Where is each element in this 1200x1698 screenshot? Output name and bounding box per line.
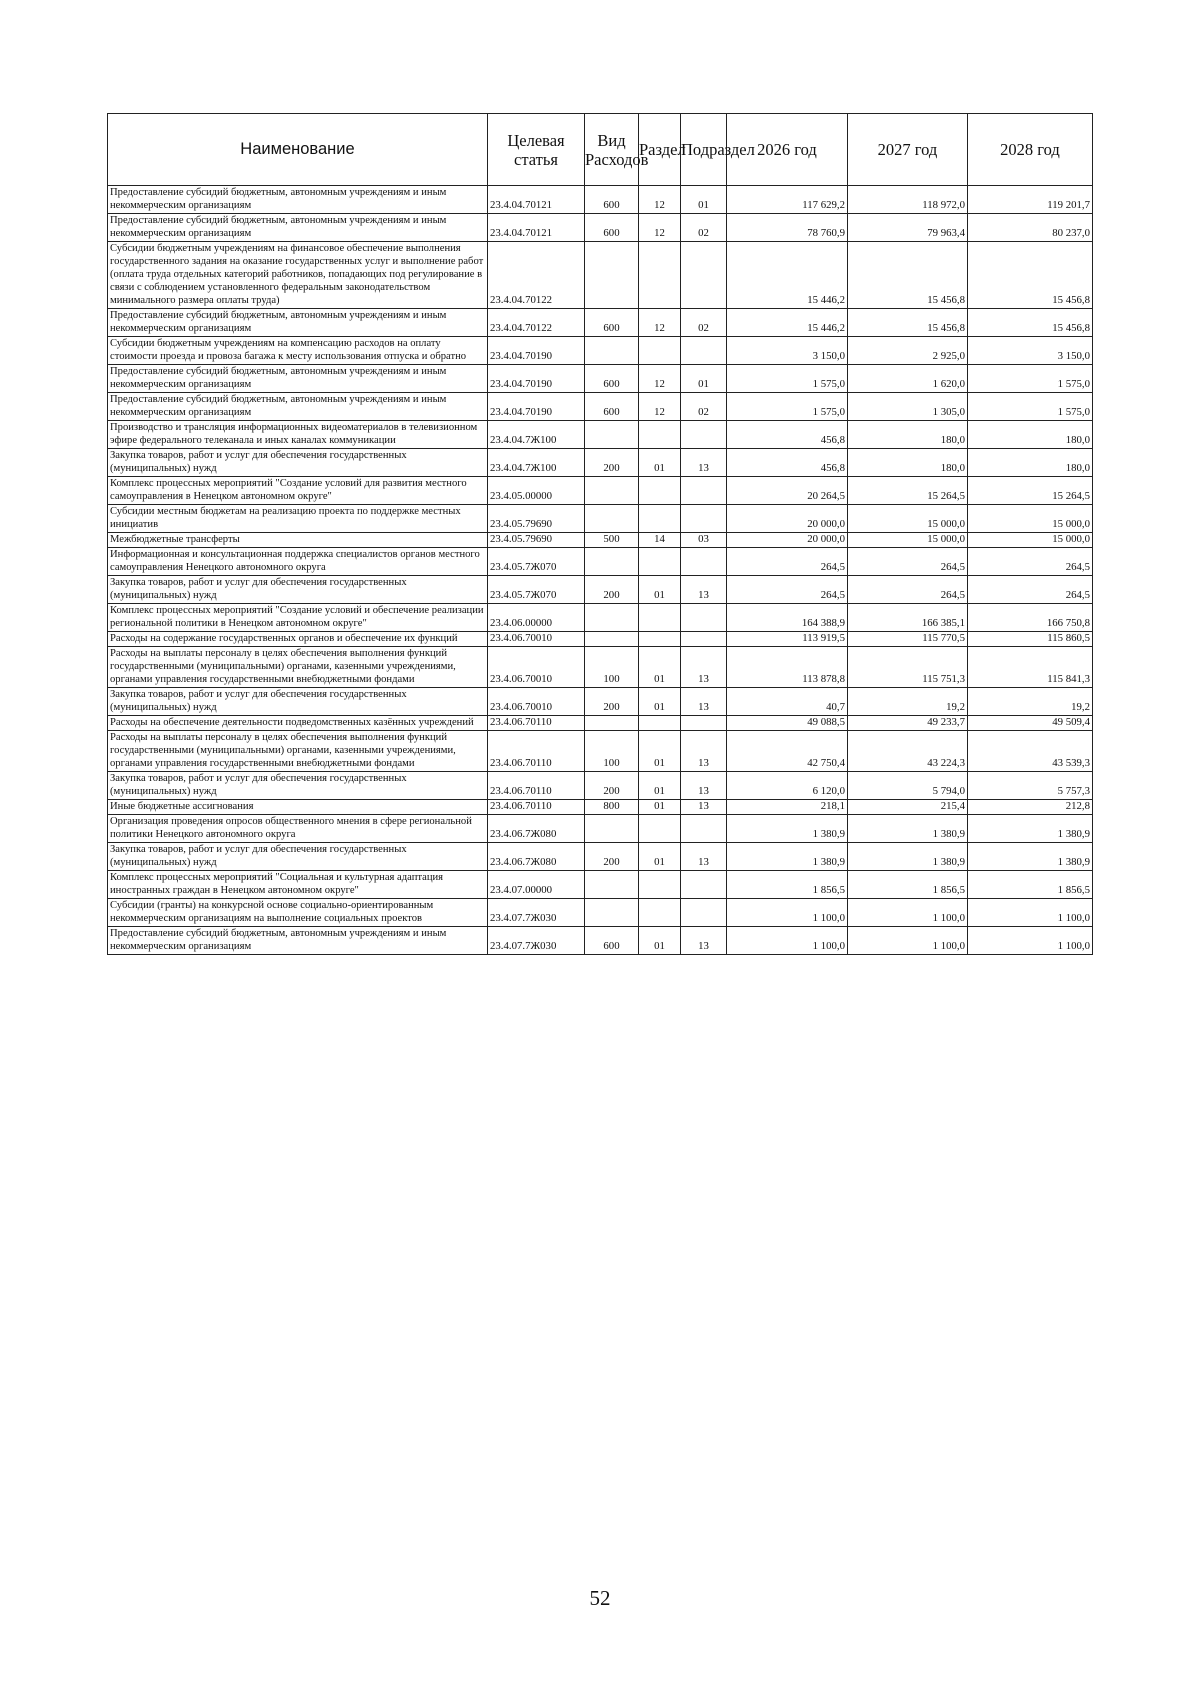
- cell-2027: 49 233,7: [848, 716, 968, 731]
- cell-name: Предоставление субсидий бюджетным, автономным учреждениям и иным некоммерческим организациям: [108, 214, 488, 242]
- cell-target-code: 23.4.04.70122: [488, 309, 585, 337]
- cell-section: [639, 421, 681, 449]
- cell-subsection: 13: [681, 731, 727, 772]
- cell-2026: 15 446,2: [727, 309, 848, 337]
- cell-name: Расходы на выплаты персоналу в целях обеспечения выполнения функций государственными (муниципальными) органами, казенными учреждениями, органами управления государственными внебюджетными фондами: [108, 731, 488, 772]
- cell-2026: 264,5: [727, 576, 848, 604]
- cell-subsection: [681, 421, 727, 449]
- cell-subsection: 13: [681, 927, 727, 955]
- cell-expense-type: 200: [585, 449, 639, 477]
- cell-name: Организация проведения опросов общественного мнения в сфере региональной политики Ненецкого автономного округа: [108, 815, 488, 843]
- cell-expense-type: 200: [585, 576, 639, 604]
- table-row: [108, 731, 1093, 772]
- cell-section: 12: [639, 186, 681, 214]
- cell-subsection: 01: [681, 365, 727, 393]
- cell-2028: 1 575,0: [968, 365, 1093, 393]
- cell-expense-type: [585, 242, 639, 309]
- cell-name: Предоставление субсидий бюджетным, автономным учреждениям и иным некоммерческим организациям: [108, 186, 488, 214]
- cell-2026: 113 878,8: [727, 647, 848, 688]
- cell-name: Иные бюджетные ассигнования: [108, 800, 488, 815]
- cell-2028: 15 456,8: [968, 242, 1093, 309]
- cell-section: [639, 242, 681, 309]
- cell-2027: 115 770,5: [848, 632, 968, 647]
- cell-expense-type: 100: [585, 731, 639, 772]
- cell-name: Закупка товаров, работ и услуг для обеспечения государственных (муниципальных) нужд: [108, 576, 488, 604]
- cell-2028: 115 841,3: [968, 647, 1093, 688]
- cell-target-code: 23.4.06.70010: [488, 647, 585, 688]
- cell-expense-type: [585, 477, 639, 505]
- cell-target-code: 23.4.04.7Ж100: [488, 421, 585, 449]
- cell-name: Расходы на выплаты персоналу в целях обеспечения выполнения функций государственными (муниципальными) органами, казенными учреждениями, органами управления государственными внебюджетными фондами: [108, 647, 488, 688]
- cell-section: 12: [639, 309, 681, 337]
- cell-name: Закупка товаров, работ и услуг для обеспечения государственных (муниципальных) нужд: [108, 688, 488, 716]
- cell-2026: 20 000,0: [727, 533, 848, 548]
- cell-target-code: 23.4.06.70110: [488, 716, 585, 731]
- cell-subsection: [681, 815, 727, 843]
- cell-expense-type: [585, 815, 639, 843]
- cell-2028: 1 856,5: [968, 871, 1093, 899]
- cell-2026: 78 760,9: [727, 214, 848, 242]
- cell-target-code: 23.4.05.7Ж070: [488, 548, 585, 576]
- cell-target-code: 23.4.05.79690: [488, 533, 585, 548]
- cell-2027: 19,2: [848, 688, 968, 716]
- table-row: [108, 576, 1093, 604]
- table-row: [108, 772, 1093, 800]
- cell-expense-type: [585, 548, 639, 576]
- cell-name: Субсидии местным бюджетам на реализацию проекта по поддержке местных инициатив: [108, 505, 488, 533]
- cell-subsection: 02: [681, 214, 727, 242]
- cell-2026: 15 446,2: [727, 242, 848, 309]
- cell-section: [639, 899, 681, 927]
- cell-section: 01: [639, 843, 681, 871]
- cell-target-code: 23.4.04.70122: [488, 242, 585, 309]
- cell-expense-type: 200: [585, 688, 639, 716]
- cell-name: Информационная и консультационная поддержка специалистов органов местного самоуправления Ненецкого автономного округа: [108, 548, 488, 576]
- table-row: [108, 505, 1093, 533]
- table-row: [108, 927, 1093, 955]
- cell-2028: 212,8: [968, 800, 1093, 815]
- cell-2026: 1 575,0: [727, 393, 848, 421]
- cell-2028: 166 750,8: [968, 604, 1093, 632]
- cell-2028: 180,0: [968, 449, 1093, 477]
- cell-2028: 119 201,7: [968, 186, 1093, 214]
- cell-expense-type: [585, 421, 639, 449]
- cell-expense-type: 600: [585, 365, 639, 393]
- cell-2026: 1 380,9: [727, 843, 848, 871]
- cell-name: Комплекс процессных мероприятий "Создание условий и обеспечение реализации региональной политики в Ненецком автономном округе": [108, 604, 488, 632]
- cell-2026: 1 575,0: [727, 365, 848, 393]
- cell-section: 12: [639, 214, 681, 242]
- cell-expense-type: 800: [585, 800, 639, 815]
- cell-2028: 15 000,0: [968, 533, 1093, 548]
- cell-2027: 15 264,5: [848, 477, 968, 505]
- cell-expense-type: 200: [585, 843, 639, 871]
- cell-name: Субсидии (гранты) на конкурсной основе социально-ориентированным некоммерческим организациям на выполнение социальных проектов: [108, 899, 488, 927]
- cell-section: [639, 548, 681, 576]
- cell-2026: 6 120,0: [727, 772, 848, 800]
- cell-expense-type: [585, 337, 639, 365]
- table-row: [108, 393, 1093, 421]
- budget-table-container: [107, 113, 1092, 955]
- cell-section: 01: [639, 772, 681, 800]
- cell-subsection: 13: [681, 449, 727, 477]
- page-number: 52: [589, 1586, 611, 1610]
- cell-2028: 1 380,9: [968, 815, 1093, 843]
- cell-2026: 1 100,0: [727, 899, 848, 927]
- cell-section: [639, 815, 681, 843]
- cell-2027: 1 100,0: [848, 899, 968, 927]
- cell-2026: 113 919,5: [727, 632, 848, 647]
- cell-expense-type: 600: [585, 186, 639, 214]
- cell-subsection: [681, 548, 727, 576]
- cell-subsection: 02: [681, 309, 727, 337]
- cell-expense-type: 600: [585, 927, 639, 955]
- cell-2028: 80 237,0: [968, 214, 1093, 242]
- cell-target-code: 23.4.06.70110: [488, 772, 585, 800]
- cell-2026: 42 750,4: [727, 731, 848, 772]
- cell-expense-type: 200: [585, 772, 639, 800]
- cell-subsection: [681, 632, 727, 647]
- cell-subsection: [681, 477, 727, 505]
- cell-name: Закупка товаров, работ и услуг для обеспечения государственных (муниципальных) нужд: [108, 772, 488, 800]
- table-header-row: [108, 114, 1093, 186]
- table-row: [108, 365, 1093, 393]
- cell-2027: 118 972,0: [848, 186, 968, 214]
- cell-2027: 1 100,0: [848, 927, 968, 955]
- cell-2028: 15 264,5: [968, 477, 1093, 505]
- table-body: [108, 186, 1093, 955]
- cell-target-code: 23.4.04.70190: [488, 393, 585, 421]
- cell-name: Субсидии бюджетным учреждениям на финансовое обеспечение выполнения государственного задания на оказание государственных услуг и выполнение работ (оплата труда отдельных категорий работников, попадающих под регулирование в связи с соблюдением установленного федеральным законодательством минимального размера оплаты труда): [108, 242, 488, 309]
- budget-table: [107, 113, 1093, 955]
- cell-subsection: [681, 242, 727, 309]
- cell-2027: 15 456,8: [848, 242, 968, 309]
- cell-2028: 1 100,0: [968, 927, 1093, 955]
- cell-section: 01: [639, 688, 681, 716]
- cell-2027: 180,0: [848, 421, 968, 449]
- cell-2028: 49 509,4: [968, 716, 1093, 731]
- cell-subsection: 13: [681, 576, 727, 604]
- cell-target-code: 23.4.07.7Ж030: [488, 927, 585, 955]
- cell-subsection: [681, 871, 727, 899]
- cell-2028: 115 860,5: [968, 632, 1093, 647]
- table-row: [108, 337, 1093, 365]
- cell-2026: 3 150,0: [727, 337, 848, 365]
- cell-expense-type: 500: [585, 533, 639, 548]
- cell-expense-type: 600: [585, 309, 639, 337]
- cell-2027: 15 456,8: [848, 309, 968, 337]
- cell-target-code: 23.4.07.7Ж030: [488, 899, 585, 927]
- cell-name: Предоставление субсидий бюджетным, автономным учреждениям и иным некоммерческим организациям: [108, 309, 488, 337]
- cell-section: [639, 604, 681, 632]
- cell-2028: 19,2: [968, 688, 1093, 716]
- table-row: [108, 843, 1093, 871]
- header-expense-type: Вид Расходов: [585, 114, 639, 186]
- cell-2028: 1 575,0: [968, 393, 1093, 421]
- cell-name: Расходы на обеспечение деятельности подведомственных казённых учреждений: [108, 716, 488, 731]
- cell-target-code: 23.4.05.00000: [488, 477, 585, 505]
- cell-section: 01: [639, 576, 681, 604]
- cell-2026: 1 380,9: [727, 815, 848, 843]
- cell-expense-type: 100: [585, 647, 639, 688]
- cell-2026: 264,5: [727, 548, 848, 576]
- cell-name: Закупка товаров, работ и услуг для обеспечения государственных (муниципальных) нужд: [108, 843, 488, 871]
- cell-section: [639, 477, 681, 505]
- cell-2027: 79 963,4: [848, 214, 968, 242]
- cell-2028: 43 539,3: [968, 731, 1093, 772]
- cell-section: [639, 871, 681, 899]
- cell-2026: 456,8: [727, 421, 848, 449]
- cell-target-code: 23.4.04.7Ж100: [488, 449, 585, 477]
- cell-2027: 2 925,0: [848, 337, 968, 365]
- header-section: Раздел: [639, 114, 681, 186]
- cell-name: Расходы на содержание государственных органов и обеспечение их функций: [108, 632, 488, 647]
- cell-subsection: 01: [681, 186, 727, 214]
- cell-2028: 264,5: [968, 576, 1093, 604]
- cell-2026: 40,7: [727, 688, 848, 716]
- cell-2027: 15 000,0: [848, 533, 968, 548]
- header-2026: 2026 год: [727, 114, 848, 186]
- cell-2028: 1 380,9: [968, 843, 1093, 871]
- cell-expense-type: 600: [585, 214, 639, 242]
- cell-expense-type: [585, 505, 639, 533]
- cell-target-code: 23.4.05.7Ж070: [488, 576, 585, 604]
- cell-section: 01: [639, 647, 681, 688]
- cell-subsection: 02: [681, 393, 727, 421]
- cell-2026: 20 264,5: [727, 477, 848, 505]
- cell-2028: 5 757,3: [968, 772, 1093, 800]
- table-row: [108, 899, 1093, 927]
- table-row: [108, 688, 1093, 716]
- cell-2027: 166 385,1: [848, 604, 968, 632]
- cell-2027: 1 380,9: [848, 815, 968, 843]
- cell-target-code: 23.4.04.70121: [488, 186, 585, 214]
- cell-section: [639, 505, 681, 533]
- cell-subsection: 13: [681, 688, 727, 716]
- table-row: [108, 800, 1093, 815]
- cell-subsection: 13: [681, 647, 727, 688]
- cell-section: 01: [639, 449, 681, 477]
- cell-name: Комплекс процессных мероприятий "Социальная и культурная адаптация иностранных граждан в Ненецком автономном округе": [108, 871, 488, 899]
- cell-2028: 1 100,0: [968, 899, 1093, 927]
- cell-section: 01: [639, 800, 681, 815]
- cell-subsection: 13: [681, 843, 727, 871]
- cell-2028: 15 456,8: [968, 309, 1093, 337]
- cell-subsection: [681, 899, 727, 927]
- cell-subsection: 13: [681, 800, 727, 815]
- cell-2027: 1 305,0: [848, 393, 968, 421]
- cell-section: 12: [639, 393, 681, 421]
- cell-target-code: 23.4.06.70110: [488, 800, 585, 815]
- cell-name: Предоставление субсидий бюджетным, автономным учреждениям и иным некоммерческим организациям: [108, 365, 488, 393]
- cell-2026: 117 629,2: [727, 186, 848, 214]
- table-row: [108, 815, 1093, 843]
- cell-2026: 20 000,0: [727, 505, 848, 533]
- cell-target-code: 23.4.06.70110: [488, 731, 585, 772]
- cell-2028: 180,0: [968, 421, 1093, 449]
- cell-name: Комплекс процессных мероприятий "Создание условий для развития местного самоуправления в Ненецком автономном округе": [108, 477, 488, 505]
- cell-target-code: 23.4.06.7Ж080: [488, 843, 585, 871]
- table-row: [108, 548, 1093, 576]
- table-row: [108, 421, 1093, 449]
- cell-section: 12: [639, 365, 681, 393]
- table-row: [108, 647, 1093, 688]
- cell-section: 14: [639, 533, 681, 548]
- cell-2027: 1 620,0: [848, 365, 968, 393]
- cell-subsection: [681, 505, 727, 533]
- table-row: [108, 186, 1093, 214]
- cell-2027: 5 794,0: [848, 772, 968, 800]
- cell-2027: 115 751,3: [848, 647, 968, 688]
- cell-2027: 15 000,0: [848, 505, 968, 533]
- cell-2026: 218,1: [727, 800, 848, 815]
- cell-target-code: 23.4.04.70190: [488, 365, 585, 393]
- cell-target-code: 23.4.07.00000: [488, 871, 585, 899]
- table-row: [108, 242, 1093, 309]
- cell-name: Производство и трансляция информационных видеоматериалов в телевизионном эфире федерального телеканала и иных каналах коммуникации: [108, 421, 488, 449]
- table-row: [108, 449, 1093, 477]
- table-row: [108, 309, 1093, 337]
- header-2027: 2027 год: [848, 114, 968, 186]
- table-row: [108, 214, 1093, 242]
- cell-expense-type: [585, 604, 639, 632]
- cell-subsection: [681, 716, 727, 731]
- cell-section: [639, 716, 681, 731]
- cell-expense-type: 600: [585, 393, 639, 421]
- cell-target-code: 23.4.06.00000: [488, 604, 585, 632]
- cell-2028: 3 150,0: [968, 337, 1093, 365]
- cell-target-code: 23.4.04.70121: [488, 214, 585, 242]
- cell-name: Субсидии бюджетным учреждениям на компенсацию расходов на оплату стоимости проезда и провоза багажа к месту использования отпуска и обратно: [108, 337, 488, 365]
- cell-2027: 1 380,9: [848, 843, 968, 871]
- cell-name: Предоставление субсидий бюджетным, автономным учреждениям и иным некоммерческим организациям: [108, 393, 488, 421]
- cell-2026: 49 088,5: [727, 716, 848, 731]
- table-row: [108, 477, 1093, 505]
- cell-name: Предоставление субсидий бюджетным, автономным учреждениям и иным некоммерческим организациям: [108, 927, 488, 955]
- table-row: [108, 604, 1093, 632]
- cell-subsection: [681, 604, 727, 632]
- cell-2026: 1 100,0: [727, 927, 848, 955]
- header-subsection: Подраздел: [681, 114, 727, 186]
- header-name: Наименование: [108, 114, 488, 186]
- cell-expense-type: [585, 716, 639, 731]
- cell-section: 01: [639, 927, 681, 955]
- cell-2028: 264,5: [968, 548, 1093, 576]
- header-target: Целевая статья: [488, 114, 585, 186]
- cell-2026: 456,8: [727, 449, 848, 477]
- table-row: [108, 632, 1093, 647]
- cell-2027: 43 224,3: [848, 731, 968, 772]
- cell-expense-type: [585, 871, 639, 899]
- cell-target-code: 23.4.04.70190: [488, 337, 585, 365]
- cell-2028: 15 000,0: [968, 505, 1093, 533]
- cell-2027: 264,5: [848, 576, 968, 604]
- cell-2026: 1 856,5: [727, 871, 848, 899]
- cell-expense-type: [585, 632, 639, 647]
- cell-subsection: 03: [681, 533, 727, 548]
- cell-2027: 264,5: [848, 548, 968, 576]
- cell-section: [639, 632, 681, 647]
- cell-subsection: 13: [681, 772, 727, 800]
- cell-2027: 215,4: [848, 800, 968, 815]
- cell-target-code: 23.4.06.7Ж080: [488, 815, 585, 843]
- cell-name: Межбюджетные трансферты: [108, 533, 488, 548]
- cell-section: [639, 337, 681, 365]
- cell-2026: 164 388,9: [727, 604, 848, 632]
- cell-subsection: [681, 337, 727, 365]
- cell-target-code: 23.4.06.70010: [488, 688, 585, 716]
- table-row: [108, 533, 1093, 548]
- cell-target-code: 23.4.06.70010: [488, 632, 585, 647]
- cell-target-code: 23.4.05.79690: [488, 505, 585, 533]
- cell-2027: 1 856,5: [848, 871, 968, 899]
- cell-section: 01: [639, 731, 681, 772]
- header-2028: 2028 год: [968, 114, 1093, 186]
- cell-2027: 180,0: [848, 449, 968, 477]
- table-row: [108, 871, 1093, 899]
- cell-name: Закупка товаров, работ и услуг для обеспечения государственных (муниципальных) нужд: [108, 449, 488, 477]
- table-row: [108, 716, 1093, 731]
- cell-expense-type: [585, 899, 639, 927]
